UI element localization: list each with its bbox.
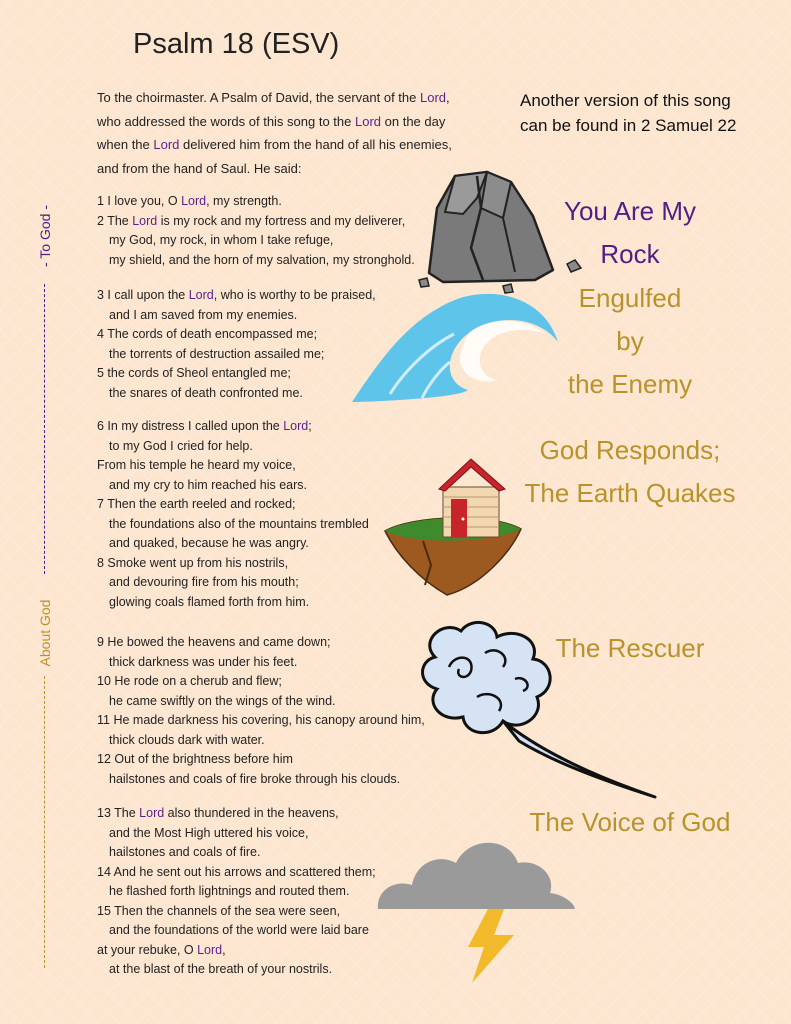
verse-text: and I am saved from my enemies. (109, 307, 298, 322)
verse-line (97, 384, 376, 404)
verse-line (97, 476, 369, 496)
verse-line (97, 960, 376, 980)
verse-line (97, 653, 425, 673)
house-on-cliff-icon (383, 455, 523, 595)
verse-line (97, 633, 425, 653)
verse-line (97, 417, 369, 437)
heading-responds-line1: God Responds; (539, 435, 721, 465)
verse-text: To the choirmaster. A Psalm of David, the servant of the (97, 90, 420, 105)
stanza-1 (97, 192, 415, 270)
verse-text: and my cry to him reached his ears. (109, 477, 307, 492)
heading-engulfed-line1: Engulfed (578, 283, 682, 313)
heading-engulfed-line3: the Enemy (567, 369, 693, 399)
verse-text: 3 I call upon the (97, 288, 189, 302)
verse-line (97, 941, 376, 961)
verse-text: to my God I cried for help. (109, 438, 253, 453)
verse-line (97, 843, 376, 863)
verse-line (97, 515, 369, 535)
verse-text: is my rock and my fortress and my deliverer, (157, 213, 406, 228)
verse-line (97, 770, 425, 790)
verse-text: , my strength. (206, 194, 282, 208)
verse-text: the torrents of destruction assailed me; (109, 346, 325, 361)
verse-line (97, 231, 415, 251)
verse-text: ; (308, 419, 312, 433)
heading-voice: The Voice of God (529, 807, 731, 837)
verse-text: 12 Out of the brightness before him (97, 752, 293, 766)
verse-text: 5 the cords of Sheol entangled me; (97, 366, 291, 380)
heading-engulfed (545, 277, 715, 406)
verse-text: delivered him from the hand of all his enemies, and from the hand of Saul. He said: (97, 137, 452, 176)
stanza-3 (97, 417, 369, 612)
verse-line (97, 251, 415, 271)
verse-text: 15 Then the channels of the sea were seen, (97, 903, 340, 918)
lord-word: Lord (420, 90, 447, 105)
verse-line (97, 437, 369, 457)
verse-text: hailstones and coals of fire broke through his clouds. (109, 771, 401, 786)
verse-text: my God, my rock, in whom I take refuge, (109, 233, 334, 247)
lord-word: Lord (197, 942, 223, 957)
verse-text: and the Most High uttered his voice, (109, 825, 309, 840)
verse-line (97, 824, 376, 844)
verse-text: thick darkness was under his feet. (109, 654, 298, 669)
verse-line (97, 325, 376, 345)
verse-line (97, 534, 369, 554)
verse-line (97, 672, 425, 692)
storm-cloud-icon (372, 825, 578, 985)
verse-line (97, 554, 369, 574)
verse-line (97, 364, 376, 384)
lord-word: Lord (188, 288, 214, 302)
heading-responds-line2: The Earth Quakes (524, 478, 736, 508)
intro-paragraph (97, 86, 469, 180)
lord-word: Lord (181, 194, 207, 208)
lord-word: Lord (355, 113, 382, 129)
verse-text: 14 And he sent out his arrows and scattered them; (97, 864, 376, 879)
heading-rock-line1: You Are My (563, 196, 696, 226)
verse-line (97, 863, 376, 883)
verse-line (97, 192, 415, 212)
verse-line (97, 345, 376, 365)
verse-text: , who addressed the words of this song to the (97, 90, 450, 129)
verse-line (97, 692, 425, 712)
verse-text: 1 I love you, O (97, 194, 182, 208)
verse-text: on the day when the (97, 113, 446, 152)
verse-line (97, 212, 415, 232)
verse-text: 9 He bowed the heavens and came down; (97, 635, 331, 649)
verse-line (97, 882, 376, 902)
verse-line (97, 902, 376, 922)
verse-line (97, 804, 376, 824)
verse-text: , who is worthy to be praised, (213, 288, 376, 302)
verse-line (97, 456, 369, 476)
wave-icon (350, 290, 560, 405)
lord-word: Lord (283, 419, 309, 433)
verse-line (97, 306, 376, 326)
verse-text: 2 The (97, 213, 133, 228)
page-title: Psalm 18 (ESV) (133, 28, 340, 60)
verse-text: From his temple he heard my voice, (97, 458, 296, 472)
verse-line (97, 593, 369, 613)
verse-text: , (222, 942, 226, 957)
verse-text: 7 Then the earth reeled and rocked; (97, 497, 296, 511)
stanza-2 (97, 286, 376, 403)
heading-responds (505, 429, 755, 515)
another-version-note: Another version of this song can be found in 2 Samuel 22 (520, 91, 737, 135)
verse-text: at your rebuke, O (97, 942, 198, 957)
side-label-about-god: About God (37, 599, 53, 667)
verse-line (97, 750, 425, 770)
verse-text: 4 The cords of death encompassed me; (97, 327, 318, 341)
heading-rock-line2: Rock (600, 239, 660, 269)
lord-word: Lord (153, 137, 180, 152)
verse-text: and the foundations of the world were laid bare (109, 923, 369, 937)
stanza-4 (97, 633, 425, 789)
verse-text: at the blast of the breath of your nostrils. (109, 962, 333, 976)
verse-text: 13 The (97, 806, 140, 820)
verse-text: and quaked, because he was angry. (109, 536, 309, 550)
heading-rescuer: The Rescuer (555, 633, 705, 663)
verse-text: also thundered in the heavens, (164, 806, 339, 820)
verse-line (97, 731, 425, 751)
verse-text: 6 In my distress I called upon the (97, 419, 284, 433)
verse-text: and devouring fire from his mouth; (109, 575, 299, 589)
verse-text: he came swiftly on the wings of the wind. (109, 693, 336, 708)
lord-word: Lord (139, 806, 165, 820)
verse-text: 10 He rode on a cherub and flew; (97, 674, 282, 688)
side-label-to-god: - To God - (37, 205, 53, 267)
lord-word: Lord (132, 213, 158, 228)
side-divider-about-god (44, 676, 45, 968)
verse-line (97, 286, 376, 306)
verse-text: thick clouds dark with water. (109, 732, 265, 747)
verse-text: my shield, and the horn of my salvation, my stronghold. (109, 252, 415, 267)
stanza-5 (97, 804, 376, 980)
verse-line (97, 495, 369, 515)
rock-icon (415, 168, 560, 298)
verse-text: 8 Smoke went up from his nostrils, (97, 555, 289, 570)
verse-text: the foundations also of the mountains trembled (109, 516, 369, 531)
verse-line (97, 921, 376, 941)
wind-icon (415, 617, 660, 802)
heading-engulfed-line2: by (616, 326, 644, 356)
verse-text: glowing coals flamed forth from him. (109, 594, 310, 609)
verse-text: the snares of death confronted me. (109, 385, 303, 400)
verse-text: hailstones and coals of fire. (109, 845, 261, 859)
verse-text: he flashed forth lightnings and routed them. (109, 884, 350, 898)
verse-text: 11 He made darkness his covering, his canopy around him, (97, 713, 425, 727)
side-divider-to-god (44, 284, 45, 574)
verse-line (97, 711, 425, 731)
verse-line (97, 573, 369, 593)
